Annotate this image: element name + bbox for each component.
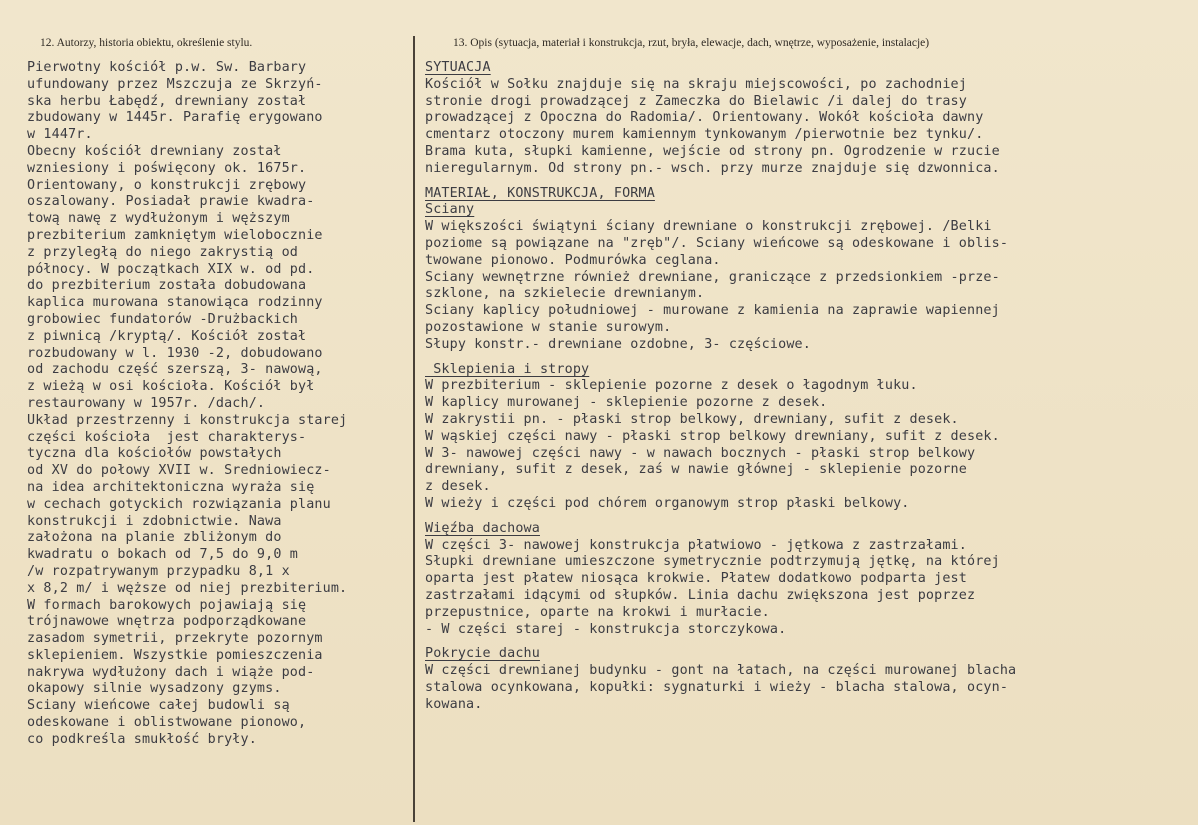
section-spacer: [425, 513, 1185, 521]
history-text-line: w 1447r.: [27, 127, 93, 143]
section-text-line: prowadzącej z Opoczna do Radomia/. Orientowany. Wokół kościoła dawny: [425, 110, 984, 126]
section-text-line: W części 3- nawowej konstrukcja płatwiowo - jętkowa z zastrzałami.: [425, 537, 967, 553]
history-text-line: Orientowany, o konstrukcji zrębowy: [27, 177, 307, 193]
history-text-line: Układ przestrzenny i konstrukcja starej: [27, 412, 348, 428]
history-text-line: z wieżą w osi kościoła. Kościół był: [27, 379, 315, 395]
column-header-history: 12. Autorzy, historia obiektu, określenie stylu.: [40, 37, 253, 49]
history-text-line: części kościoła jest charakterys-: [27, 429, 307, 445]
history-text-line: tyczna dla kościołów powstałych: [27, 446, 282, 462]
column-divider: [413, 36, 415, 822]
history-text-line: Pierwotny kościół p.w. Sw. Barbary: [27, 60, 307, 75]
section-spacer: [425, 638, 1185, 646]
history-text-line: zasadom symetrii, przekryte pozornym: [27, 631, 323, 647]
history-text-line: z piwnicą /kryptą/. Kościół został: [27, 328, 307, 344]
section-text-line: twowane pionowo. Podmurówka ceglana.: [425, 252, 721, 268]
section-spacer: [425, 354, 1185, 362]
history-text-line: północy. W początkach XIX w. od pd.: [27, 261, 315, 277]
section-text-line: pozostawione w stanie surowym.: [425, 319, 672, 335]
history-text-line: na idea architektoniczna wyraża się: [27, 479, 315, 495]
section-spacer: [425, 178, 1185, 186]
section-text-line: Sciany wewnętrzne również drewniane, graniczące z przedsionkiem -prze-: [425, 269, 1000, 285]
history-text-line: x 8,2 m/ i węższe od niej prezbiterium.: [27, 580, 348, 596]
history-text-line: kaplica murowana stanowiąca rodzinny: [27, 295, 323, 311]
section-text-line: cmentarz otoczony murem kamiennym tynkowanym /pierwotnie bez tynku/.: [425, 127, 984, 143]
section-text-line: W 3- nawowej części nawy - w nawach bocznych - płaski strop belkowy: [425, 445, 976, 461]
section-text-line: Brama kuta, słupki kamienne, wejście od strony pn. Ogrodzenie w rzucie: [425, 143, 1000, 159]
section-text-line: W większości świątyni ściany drewniane o konstrukcji zrębowej. /Belki: [425, 219, 992, 235]
section-text-line: przepustnice, oparte na krokwi i murłacie.: [425, 604, 770, 620]
history-text-line: oszalowany. Posiadał prawie kwadra-: [27, 194, 315, 210]
history-text-line: ufundowany przez Mszczuja ze Skrzyń-: [27, 76, 323, 92]
history-text-line: restaurowany w 1957r. /dach/.: [27, 395, 266, 411]
section-text-line: stronie drogi prowadzącej z Zameczka do Bielawic /i dalej do trasy: [425, 93, 967, 109]
history-text-line: grobowiec fundatorów -Drużbackich: [27, 311, 298, 327]
history-text-line: wzniesiony i poświęcony ok. 1675r.: [27, 160, 307, 176]
history-text-line: prezbiterium zamkniętym wielobocznie: [27, 227, 323, 243]
section-text-line: szklone, na szkielecie drewnianym.: [425, 286, 705, 302]
history-text-column: [27, 60, 347, 749]
history-text-line: założona na planie zbliżonym do: [27, 530, 282, 546]
history-text-line: konstrukcji i zdobnictwie. Nawa: [27, 513, 282, 529]
section-heading: SYTUACJA: [425, 60, 491, 75]
section-text-line: W zakrystii pn. - płaski strop belkowy, drewniany, sufit z desek.: [425, 411, 959, 427]
column-header-description: 13. Opis (sytuacja, materiał i konstrukcja, rzut, bryła, elewacje, dach, wnętrze, wyposażenie, instalacje): [453, 37, 930, 49]
section-heading: Sklepienia i stropy: [425, 361, 590, 377]
history-text-line: do prezbiterium została dobudowana: [27, 278, 307, 294]
section-text-line: z desek.: [425, 479, 491, 495]
section-text-line: Słupy konstr.- drewniane ozdobne, 3- częściowe.: [425, 336, 811, 352]
history-text-line: zbudowany w 1445r. Parafię erygowano: [27, 110, 323, 126]
history-text-line: tową nawę z wydłużonym i węższym: [27, 211, 290, 227]
history-text-line: co podkreśla smukłość bryły.: [27, 731, 257, 747]
history-text-line: z przyległą do niego zakrystią od: [27, 244, 298, 260]
section-text-line: drewniany, sufit z desek, zaś w nawie głównej - sklepienie pozorne: [425, 462, 967, 478]
section-heading: Sciany: [425, 202, 475, 218]
history-text-line: W formach barokowych pojawiają się: [27, 597, 307, 613]
section-text-line: W wąskiej części nawy - płaski strop belkowy drewniany, sufit z desek.: [425, 428, 1000, 444]
section-text-line: kowana.: [425, 696, 483, 712]
history-text-line: Obecny kościół drewniany został: [27, 143, 282, 159]
section-heading: MATERIAŁ, KONSTRUKCJA, FORMA: [425, 185, 655, 201]
history-text-line: od XV do połowy XVII w. Sredniowiecz-: [27, 463, 331, 479]
section-text-line: Sciany kaplicy południowej - murowane z kamienia na zaprawie wapiennej: [425, 303, 1000, 319]
description-text-column: [425, 60, 1185, 713]
section-text-line: poziome są powiązane na "zręb"/. Sciany wieńcowe są odeskowane i oblis-: [425, 235, 1009, 251]
section-text-line: stalowa ocynkowana, kopułki: sygnaturki i wieży - blacha stalowa, ocyn-: [425, 679, 1009, 695]
section-text-line: W prezbiterium - sklepienie pozorne z desek o łagodnym łuku.: [425, 378, 918, 394]
section-text-line: W kaplicy murowanej - sklepienie pozorne z desek.: [425, 395, 828, 411]
section-text-line: W wieży i części pod chórem organowym strop płaski belkowy.: [425, 495, 910, 511]
history-text-line: kwadratu o bokach od 7,5 do 9,0 m: [27, 547, 298, 563]
section-heading: Więźba dachowa: [425, 520, 540, 536]
section-text-line: zastrzałami idącymi od słupków. Linia dachu zwiększona jest poprzez: [425, 587, 976, 603]
history-text-line: Sciany wieńcowe całej budowli są: [27, 698, 290, 714]
history-text-line: ska herbu Łabędź, drewniany został: [27, 93, 307, 109]
section-heading: Pokrycie dachu: [425, 646, 540, 662]
history-text-line: w cechach gotyckich rozwiązania planu: [27, 496, 331, 512]
section-text-line: nieregularnym. Od strony pn.- wsch. przy murze znajduje się dzwonnica.: [425, 160, 1000, 176]
history-text-line: nakrywa wydłużony dach i wiąże pod-: [27, 664, 315, 680]
history-text-line: /w rozpatrywanym przypadku 8,1 x: [27, 563, 290, 579]
section-text-line: Kościół w Sołku znajduje się na skraju miejscowości, po zachodniej: [425, 76, 967, 92]
section-text-line: Słupki drewniane umieszczone symetrycznie podtrzymują jętkę, na której: [425, 554, 1000, 570]
section-text-line: - W części starej - konstrukcja storczykowa.: [425, 621, 787, 637]
history-text-line: sklepieniem. Wszystkie pomieszczenia: [27, 647, 323, 663]
history-text-line: od zachodu część szerszą, 3- nawową,: [27, 362, 323, 378]
history-text-line: okapowy silnie wysadzony gzyms.: [27, 681, 282, 697]
section-text-line: oparta jest płatew niosąca krokwie. Płatew dodatkowo podparta jest: [425, 571, 967, 587]
history-text-line: odeskowane i oblistwowane pionowo,: [27, 715, 307, 731]
history-text-line: rozbudowany w l. 1930 -2, dobudowano: [27, 345, 323, 361]
section-text-line: W części drewnianej budynku - gont na łatach, na części murowanej blacha: [425, 663, 1017, 679]
history-text-line: trójnawowe wnętrza podporządkowane: [27, 614, 307, 630]
